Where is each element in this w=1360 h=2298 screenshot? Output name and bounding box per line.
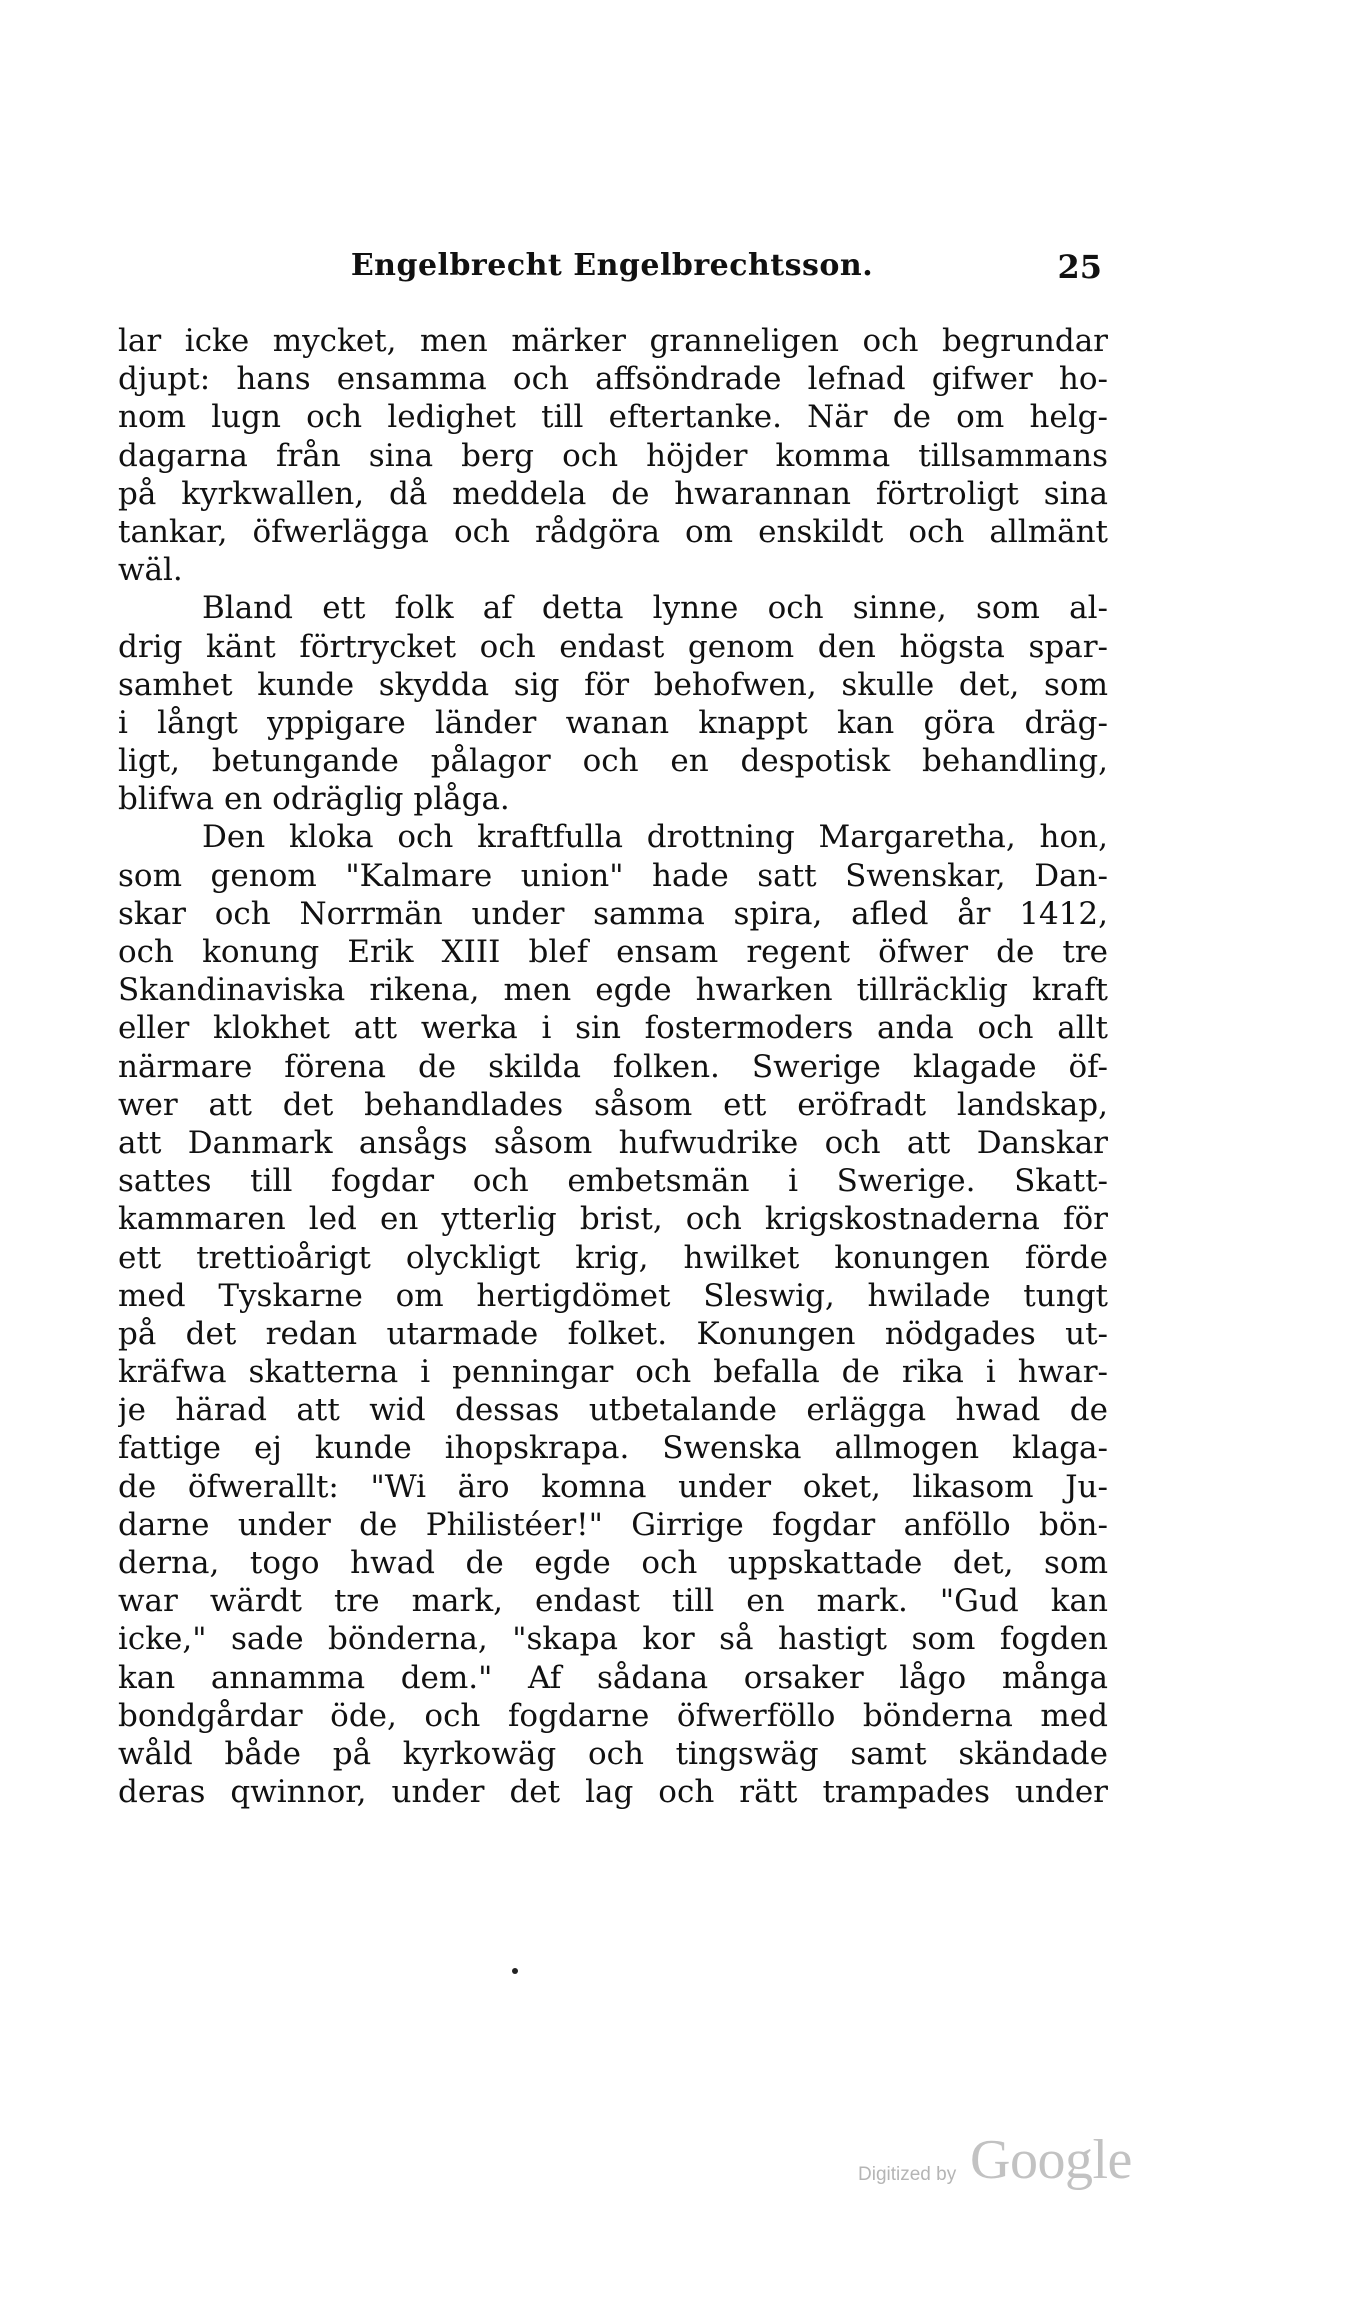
text-line: deras qwinnor, under det lag och rätt trampades under [118,1774,1108,1811]
page-number: 25 [1057,248,1102,286]
text-line: skar och Norrmän under samma spira, afled år 1412, [118,895,1108,932]
text-line: på det redan utarmade folket. Konungen nödgades ut- [118,1315,1108,1352]
text-line: fattige ej kunde ihopskrapa. Swenska allmogen klaga- [118,1430,1108,1467]
text-line: sattes till fogdar och embetsmän i Swerige. Skatt- [118,1163,1108,1200]
watermark-prefix: Digitized by [858,2164,957,2185]
text-line: i långt yppigare länder wanan knappt kan göra dräg- [118,704,1108,741]
text-line: Bland ett folk af detta lynne och sinne, som al- [202,590,1108,627]
text-line: närmare förena de skilda folken. Swerige klagade öf- [118,1048,1108,1085]
text-line: icke," sade bönderna, "skapa kor så hastigt som fogden [118,1621,1108,1658]
text-line: Skandinaviska rikena, men egde hwarken tillräcklig kraft [118,972,1108,1009]
text-line: dagarna från sina berg och höjder komma tillsammans [118,437,1108,474]
text-line: ett trettioårigt olyckligt krig, hwilket konungen förde [118,1239,1108,1276]
text-line: med Tyskarne om hertigdömet Sleswig, hwilade tungt [118,1277,1108,1314]
text-line: darne under de Philistéer!" Girrige fogdar anföllo bön- [118,1506,1108,1543]
text-line: Den kloka och kraftfulla drottning Margaretha, hon, [202,819,1108,856]
text-line: de öfwerallt: "Wi äro komna under oket, likasom Ju- [118,1468,1108,1505]
text-line: je härad att wid dessas utbetalande erlägga hwad de [118,1392,1108,1429]
text-line: och konung Erik XIII blef ensam regent öfwer de tre [118,934,1108,970]
ink-dot [512,1968,518,1974]
text-line: lar icke mycket, men märker granneligen och begrundar [118,323,1108,359]
google-logo: Google [970,2129,1132,2191]
text-line: kammaren led en ytterlig brist, och krigskostnaderna för [118,1201,1108,1238]
text-line: samhet kunde skydda sig för behofwen, skulle det, som [118,666,1108,703]
text-line: wäl. [118,552,183,589]
text-line: war wärdt tre mark, endast till en mark. "Gud kan [118,1583,1108,1620]
text-line: derna, togo hwad de egde och uppskattade det, som [118,1545,1108,1581]
text-line: nom lugn och ledighet till eftertanke. När de om helg- [118,399,1108,436]
text-line: drig känt förtrycket och endast genom den högsta spar- [118,628,1108,665]
text-line: tankar, öfwerlägga och rådgöra om enskildt och allmänt [118,513,1108,550]
text-line: wåld både på kyrkowäg och tingswäg samt skändade [118,1735,1108,1772]
text-line: på kyrkwallen, då meddela de hwarannan förtroligt sina [118,475,1108,512]
text-line: wer att det behandlades såsom ett eröfradt landskap, [118,1086,1108,1123]
text-line: djupt: hans ensamma och affsöndrade lefnad gifwer ho- [118,361,1108,398]
text-line: blifwa en odräglig plåga. [118,781,510,818]
text-line: kan annamma dem." Af sådana orsaker lågo många [118,1659,1108,1696]
running-header [122,248,1102,298]
digitized-watermark [858,2128,1138,2198]
text-line: att Danmark ansågs såsom hufwudrike och att Danskar [118,1124,1108,1161]
text-line: kräfwa skatterna i penningar och befalla de rika i hwar- [118,1354,1108,1391]
text-line: eller klokhet att werka i sin fostermoders anda och allt [118,1010,1108,1047]
text-line: som genom "Kalmare union" hade satt Swenskar, Dan- [118,857,1108,894]
text-line: ligt, betungande pålagor och en despotisk behandling, [118,743,1108,780]
body-text [118,322,1108,1811]
running-title: Engelbrecht Engelbrechtsson. [350,248,874,283]
text-line: bondgårdar öde, och fogdarne öfwerföllo bönderna med [118,1697,1108,1734]
